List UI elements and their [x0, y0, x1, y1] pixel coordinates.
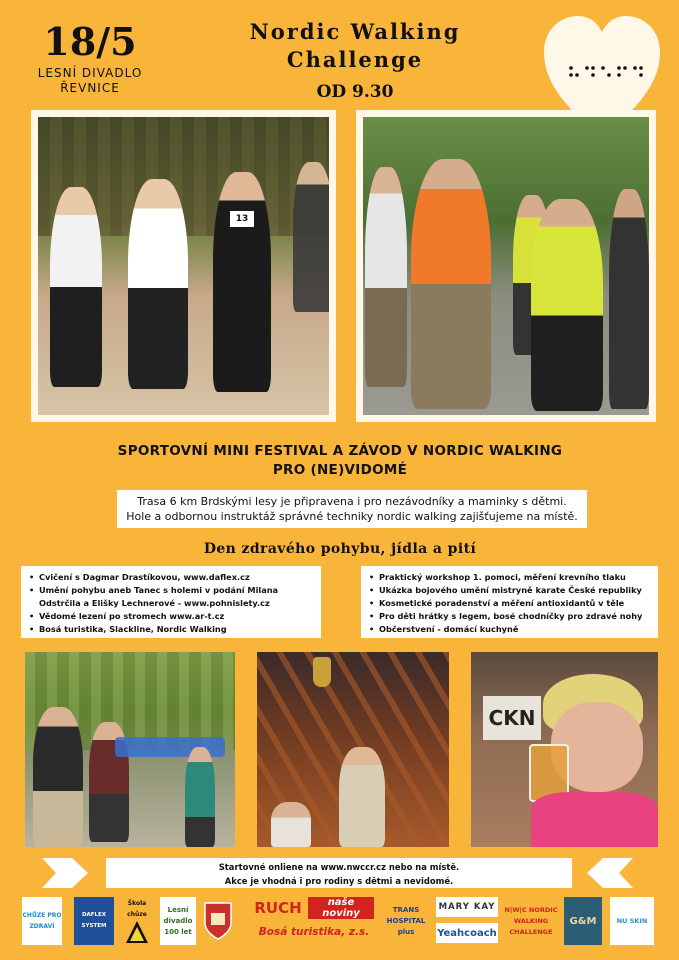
- logo-text: RUCH: [254, 898, 302, 917]
- bib-number: 13: [230, 211, 254, 227]
- logo-skola: [120, 897, 154, 945]
- event-title-block: [200, 18, 510, 102]
- registration-line-2: Akce je vhodná i pro rodiny s dětmi a nevidomé.: [224, 876, 454, 886]
- logo-text: Škola chůze: [127, 900, 147, 918]
- logo-text: NU SKIN: [616, 916, 648, 925]
- sponsor-logos: [22, 897, 662, 949]
- list-item: • Cvičení s Dagmar Drastíkovou, www.daflex.cz: [29, 571, 315, 584]
- photo-walkers: [363, 117, 649, 415]
- logo-text: CHŮZE PRO ZDRAVÍ: [22, 912, 62, 930]
- section-heading: Den zdravého pohybu, jídla a pití: [203, 541, 477, 557]
- photo-frame-walkers: [356, 110, 656, 422]
- photo-group-exercise: [25, 652, 235, 847]
- logo-text: Bosá turistika, z.s.: [258, 925, 370, 938]
- photo-frame-runners: [31, 110, 336, 422]
- event-date: 18/5: [43, 19, 137, 64]
- logo-text: MARY KAY: [438, 901, 496, 912]
- list-item: • Pro děti hrátky s legem, bosé chodníčky pro zdravé nohy: [369, 610, 652, 623]
- activities-list-right: [361, 566, 658, 638]
- venue-line-2: ŘEVNICE: [60, 81, 120, 95]
- registration-box: [106, 858, 572, 888]
- arrow-right-icon: [42, 858, 88, 888]
- logo-daflex: [74, 897, 114, 945]
- list-item: • Bosá turistika, Slackline, Nordic Walking: [29, 623, 315, 636]
- registration-line-1: Startovné onliene na www.nwccr.cz nebo na místě.: [218, 862, 460, 872]
- photo-runners: [38, 117, 329, 415]
- photo-trophy: [257, 652, 449, 847]
- list-item: • Praktický workshop 1. pomoci, měření krevního tlaku: [369, 571, 652, 584]
- list-item: • Vědomé lezení po stromech www.ar-t.cz: [29, 610, 315, 623]
- event-date-block: [30, 19, 150, 96]
- logo-text: DAFLEX SYSTEM: [81, 912, 107, 929]
- route-info-box: [117, 490, 587, 528]
- walker-icon: [125, 920, 149, 944]
- logo-nwc: [504, 897, 558, 945]
- logo-text: TRANS HOSPITAL plus: [386, 905, 426, 936]
- logo-nase-noviny: [308, 897, 374, 919]
- title-line-2: Challenge: [286, 47, 424, 72]
- braille-icon: [568, 64, 648, 80]
- logo-bosa-turistika: [254, 921, 374, 943]
- logo-chuze: [22, 897, 62, 945]
- title-line-1: Nordic Walking: [249, 19, 461, 44]
- logo-text: N|W|C NORDIC WALKING CHALLENGE: [504, 905, 558, 936]
- logo-ruch: [254, 897, 302, 919]
- crest-icon: [203, 901, 233, 941]
- logo-yeahcoach: [436, 923, 498, 943]
- logo-nu-skin: [610, 897, 654, 945]
- sign-text: CKN: [483, 696, 541, 740]
- venue-line-1: LESNÍ DIVADLO: [37, 66, 143, 80]
- festival-line-2: PRO (NE)VIDOMÉ: [272, 462, 408, 478]
- festival-subtitle: [100, 442, 580, 480]
- logo-mary-kay: [436, 897, 498, 917]
- event-time: OD 9.30: [316, 82, 394, 102]
- list-item: • Ukázka bojového umění mistryně karate České republiky: [369, 584, 652, 597]
- arrow-left-icon: [587, 858, 633, 888]
- logo-text: naše noviny: [322, 897, 360, 919]
- logo-text: Lesní divadlo 100 let: [163, 905, 193, 936]
- route-info-line-1: Trasa 6 km Brdskými lesy je připravena i pro nezávodníky a maminky s dětmi.: [137, 495, 567, 508]
- logo-text: Yeahcoach: [437, 927, 497, 939]
- activities-list-left: [21, 566, 321, 638]
- logo-lesni-divadlo: [160, 897, 196, 945]
- photo-beer: [471, 652, 658, 847]
- list-item: • Umění pohybu aneb Tanec s holemi v podání Milana Odstrčila a Elišky Lechnerové - www.pohnislety.cz: [29, 584, 315, 610]
- route-info-line-2: Hole a odbornou instruktáž správné techniky nordic walking zajišťujeme na místě.: [126, 510, 578, 523]
- logo-gm: [564, 897, 602, 945]
- list-item: • Občerstvení - domácí kuchyně: [369, 623, 652, 636]
- logo-trans-hospital: [382, 897, 430, 945]
- logo-text: G&M: [569, 915, 597, 927]
- list-item: • Kosmetické poradenství a měření antioxidantů v těle: [369, 597, 652, 610]
- festival-line-1: SPORTOVNÍ MINI FESTIVAL A ZÁVOD V NORDIC WALKING: [117, 443, 563, 459]
- logo-revnice-crest: [202, 897, 234, 945]
